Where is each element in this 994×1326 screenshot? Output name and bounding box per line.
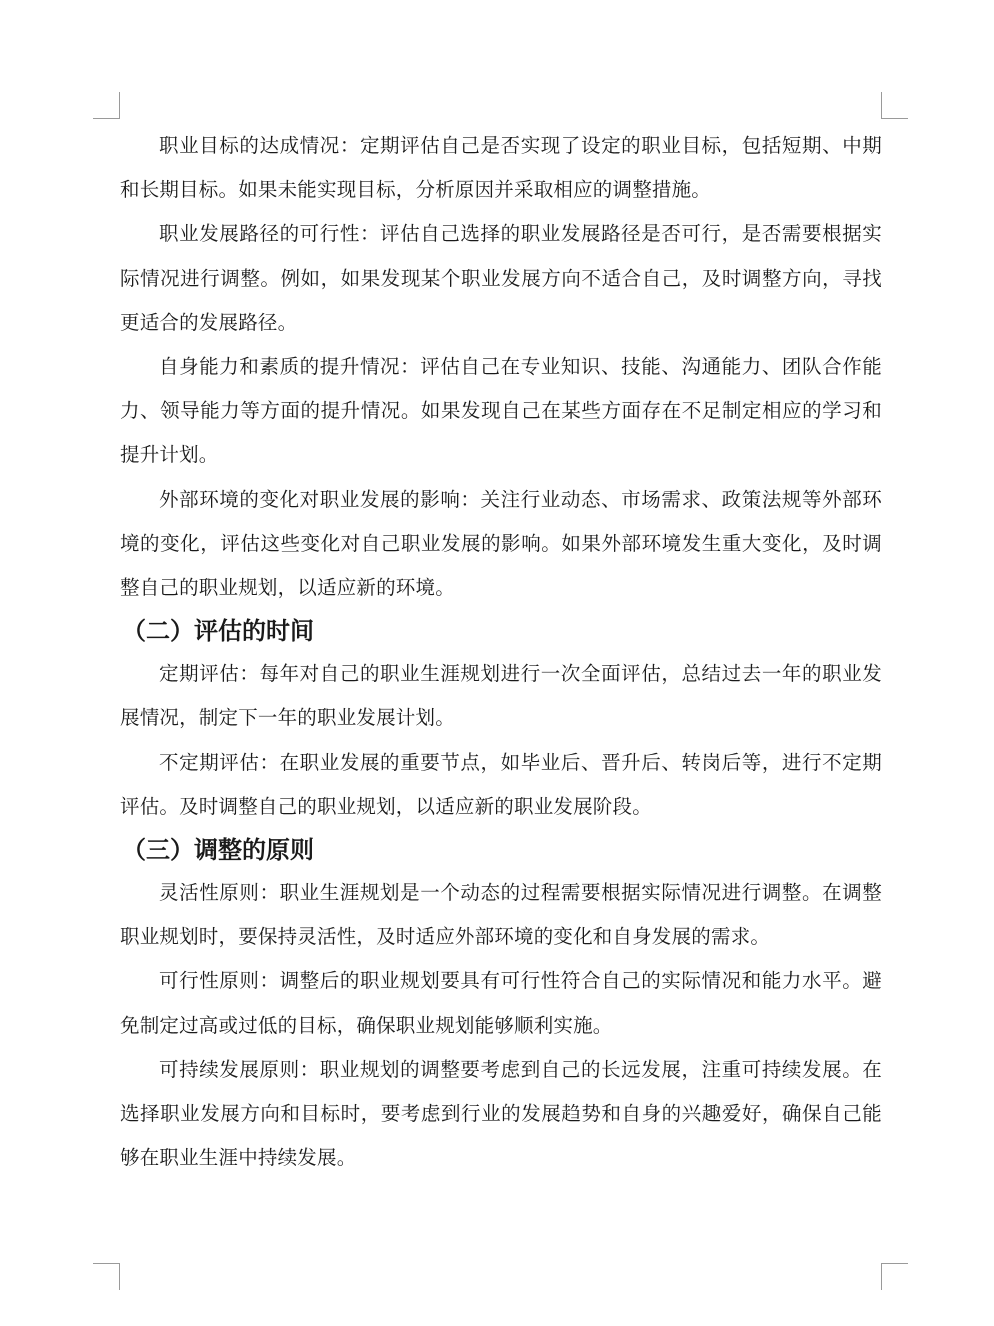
paragraph-irregular-evaluation: 不定期评估：在职业发展的重要节点，如毕业后、晋升后、转岗后等，进行不定期评估。及时调整自己的职业规划，以适应新的职业发展阶段。 [120, 750, 882, 818]
section-heading-evaluation-time: （二）评估的时间 [122, 617, 314, 646]
page-corner-mark-top-left [93, 92, 120, 119]
paragraph-path-feasibility: 职业发展路径的可行性：评估自己选择的职业发展路径是否可行，是否需要根据实际情况进行调整。例如，如果发现某个职业发展方向不适合自己，及时调整方向，寻找更适合的发展路径。 [120, 222, 882, 334]
paragraph-goal-achievement: 职业目标的达成情况：定期评估自己是否实现了设定的职业目标，包括短期、中期和长期目标。如果未能实现目标，分析原因并采取相应的调整措施。 [120, 134, 882, 202]
section-heading-adjustment-principles: （三）调整的原则 [122, 836, 314, 865]
document-body [120, 124, 882, 1180]
page-corner-mark-bottom-left [93, 1263, 120, 1290]
paragraph-flexibility-principle: 灵活性原则：职业生涯规划是一个动态的过程需要根据实际情况进行调整。在调整职业规划时，要保持灵活性，及时适应外部环境的变化和自身发展的需求。 [120, 881, 882, 949]
paragraph-feasibility-principle: 可行性原则：调整后的职业规划要具有可行性符合自己的实际情况和能力水平。避免制定过高或过低的目标，确保职业规划能够顺利实施。 [120, 969, 882, 1037]
page-corner-mark-bottom-right [881, 1263, 908, 1290]
paragraph-external-environment: 外部环境的变化对职业发展的影响：关注行业动态、市场需求、政策法规等外部环境的变化，评估这些变化对自己职业发展的影响。如果外部环境发生重大变化，及时调整自己的职业规划，以适应新的环境。 [120, 487, 882, 600]
paragraph-ability-improvement: 自身能力和素质的提升情况：评估自己在专业知识、技能、沟通能力、团队合作能力、领导能力等方面的提升情况。如果发现自己在某些方面存在不足制定相应的学习和提升计划。 [120, 355, 882, 467]
paragraph-sustainability-principle: 可持续发展原则：职业规划的调整要考虑到自己的长远发展，注重可持续发展。在选择职业发展方向和目标时，要考虑到行业的发展趋势和自身的兴趣爱好，确保自己能够在职业生涯中持续发展。 [120, 1057, 882, 1170]
paragraph-regular-evaluation: 定期评估：每年对自己的职业生涯规划进行一次全面评估，总结过去一年的职业发展情况，制定下一年的职业发展计划。 [120, 662, 882, 730]
page-corner-mark-top-right [881, 92, 908, 119]
